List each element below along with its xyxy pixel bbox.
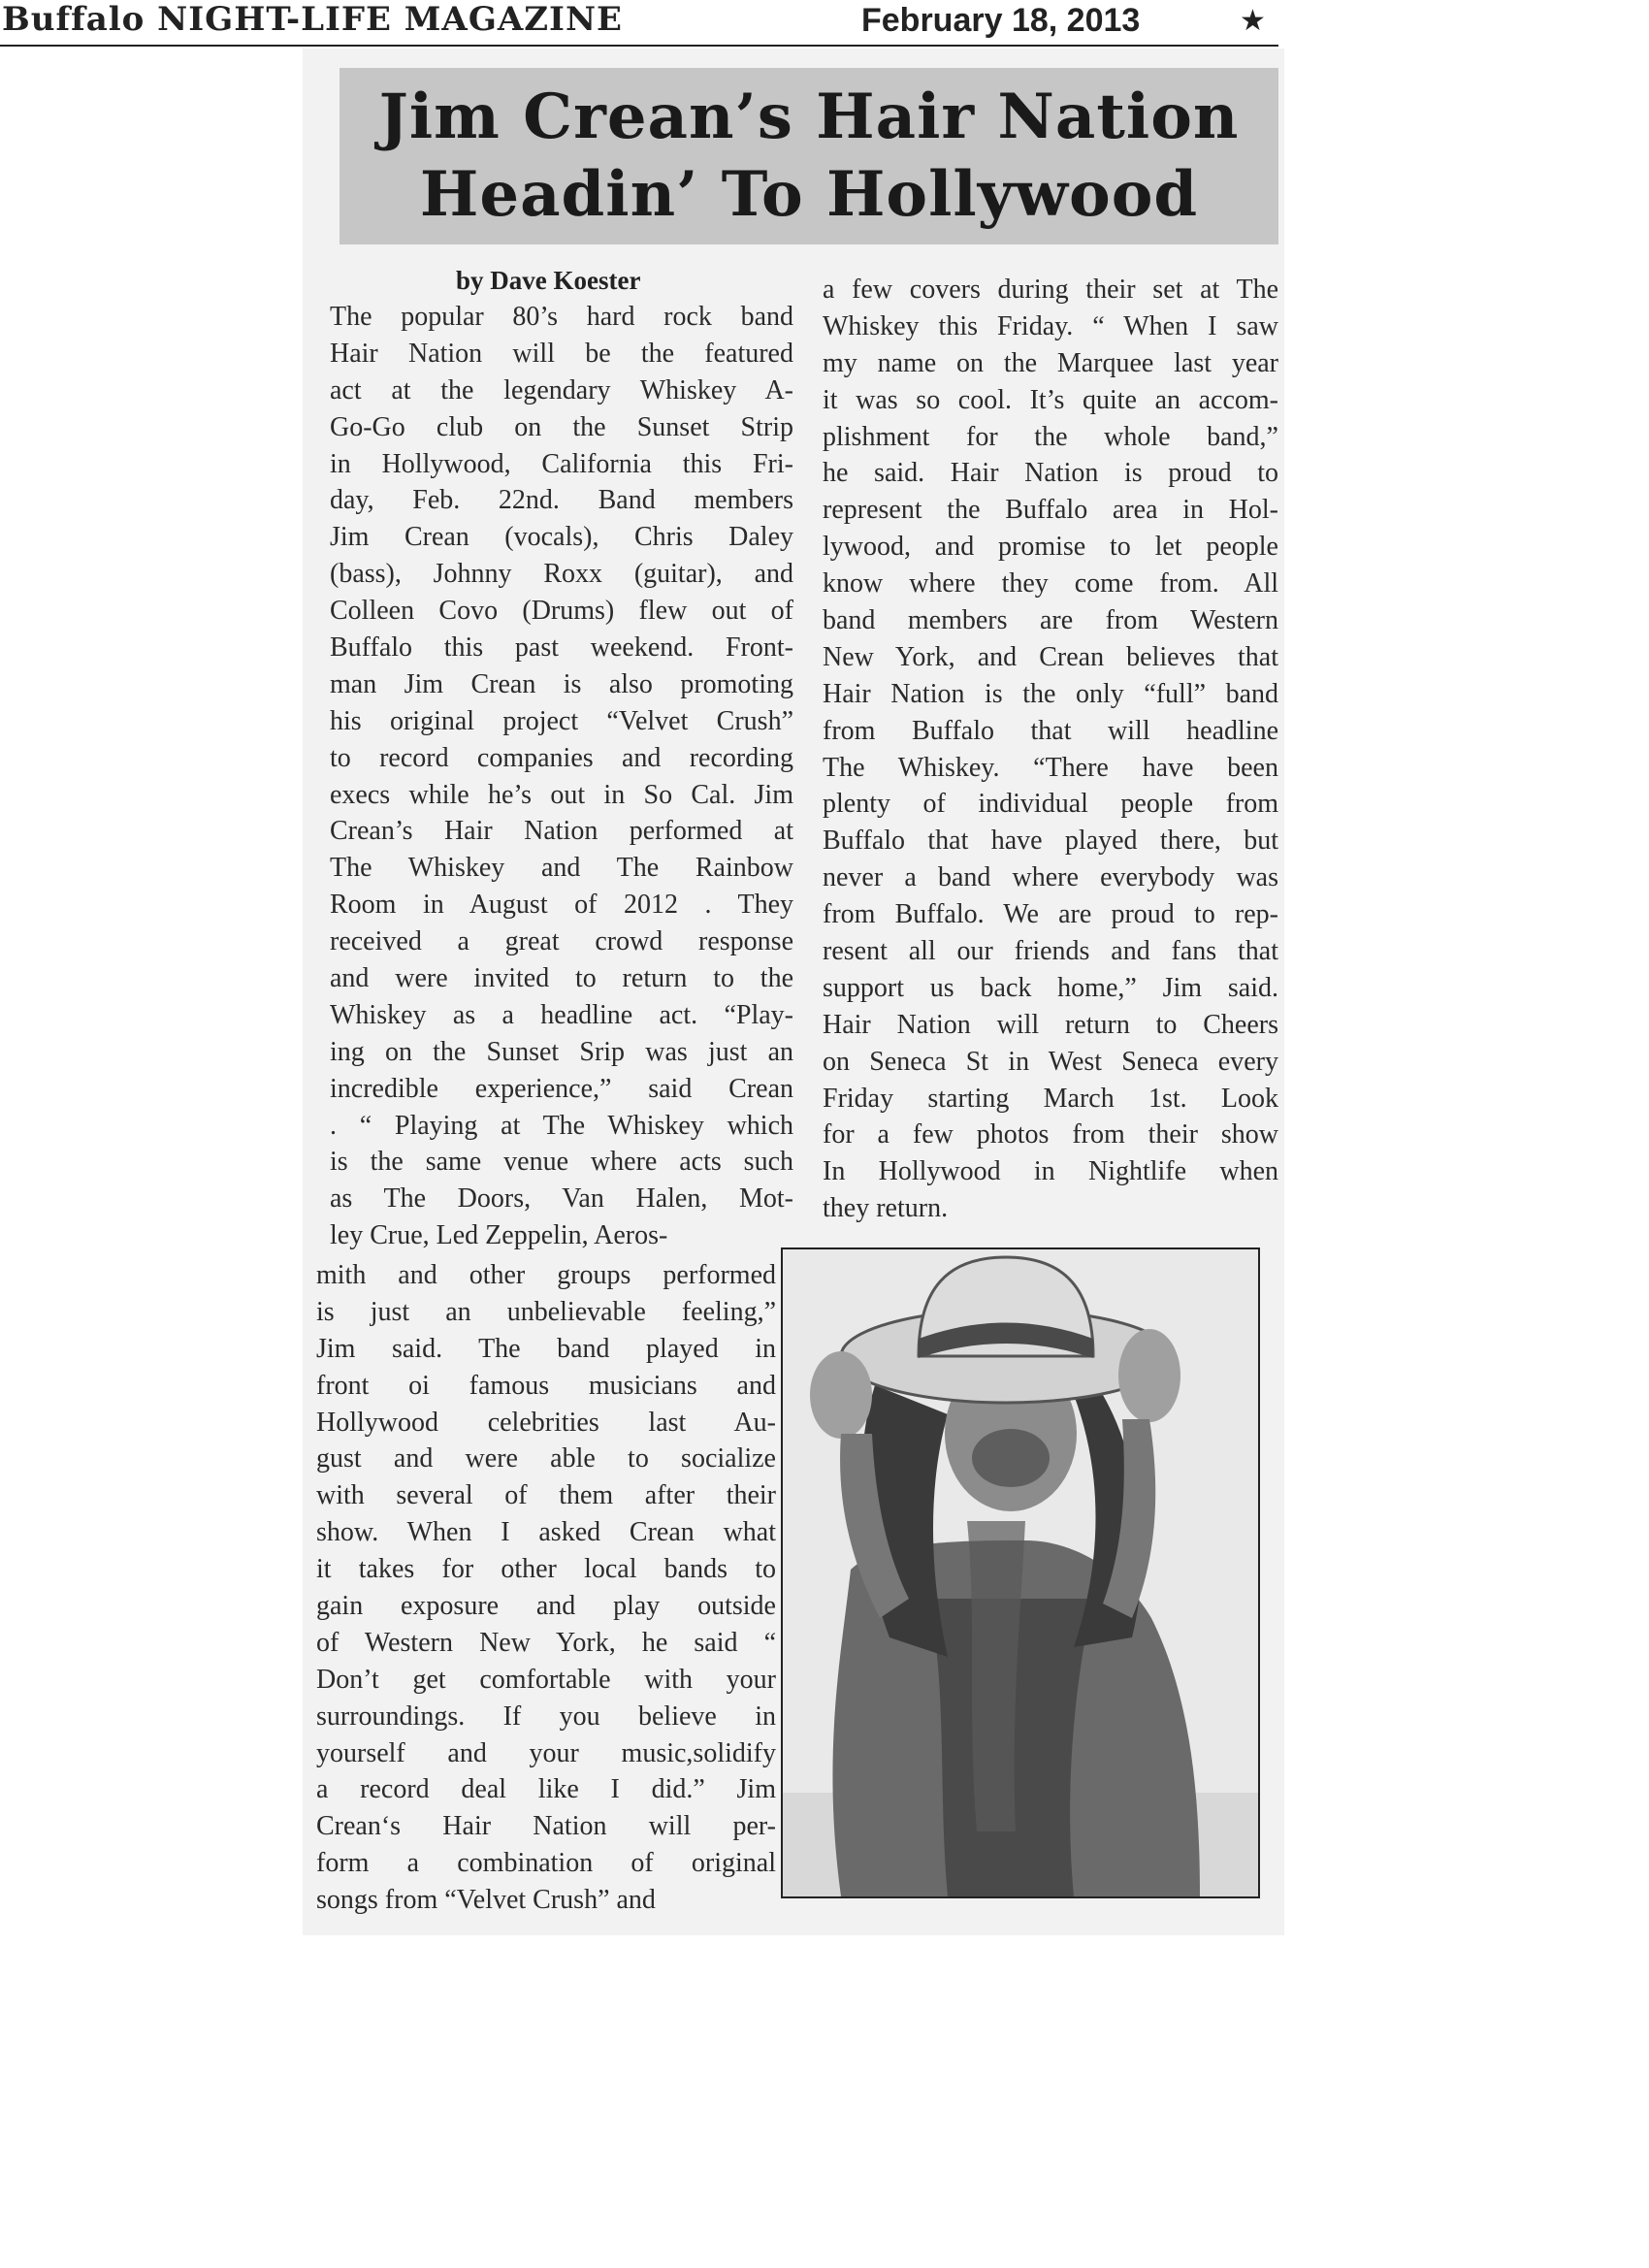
article-text-line: lywood, and promise to let people — [823, 532, 1278, 563]
article-text-line: (bass), Johnny Roxx (guitar), and — [330, 559, 793, 590]
article-text-line: from Buffalo. We are proud to rep- — [823, 899, 1278, 930]
article-column-right — [823, 272, 1278, 1227]
article-text-line: Hair Nation will return to Cheers — [823, 1009, 1278, 1040]
article-text-line: . “ Playing at The Whiskey which — [330, 1110, 793, 1141]
article-text-line: plishment for the whole band,” — [823, 421, 1278, 452]
article-text-line: resent all our friends and fans that — [823, 936, 1278, 967]
article-text-line: Friday starting March 1st. Look — [823, 1083, 1278, 1114]
article-column-left-bottom — [316, 1257, 776, 1919]
article-text-line: form a combination of original — [316, 1848, 776, 1879]
article-text-line: is just an unbelievable feeling,” — [316, 1296, 776, 1327]
article-text-line: Hair Nation will be the featured — [330, 338, 793, 369]
article-text-line: gust and were able to socialize — [316, 1443, 776, 1474]
article-text-line: band members are from Western — [823, 605, 1278, 636]
article-text-line: execs while he’s out in So Cal. Jim — [330, 779, 793, 810]
article-text-line: Don’t get comfortable with your — [316, 1664, 776, 1695]
article-text-line: Crean‘s Hair Nation will per- — [316, 1811, 776, 1842]
article-text-line: received a great crowd response — [330, 926, 793, 957]
article-text-line: surroundings. If you believe in — [316, 1701, 776, 1732]
article-text-line: man Jim Crean is also promoting — [330, 668, 793, 699]
article-text-line: yourself and your music,solidify — [316, 1737, 776, 1768]
article-text-line: they return. — [823, 1193, 949, 1224]
article-text-line: Room in August of 2012 . They — [330, 890, 793, 921]
article-text-line: his original project “Velvet Crush” — [330, 705, 793, 736]
article-text-line: Hollywood celebrities last Au- — [316, 1407, 776, 1438]
article-text-line: front oi famous musicians and — [316, 1370, 776, 1401]
article-text-line: for a few photos from their show — [823, 1119, 1278, 1150]
star-icon: ★ — [1240, 4, 1266, 38]
article-text-line: Whiskey this Friday. “ When I saw — [823, 310, 1278, 341]
magazine-name: Buffalo NIGHT-LIFE MAGAZINE — [2, 0, 623, 39]
article-text-line: ing on the Sunset Srip was just an — [330, 1036, 793, 1067]
article-text-line: incredible experience,” said Crean — [330, 1073, 793, 1104]
article-text-line: a record deal like I did.” Jim — [316, 1774, 776, 1805]
article-text-line: with several of them after their — [316, 1480, 776, 1511]
article-text-line: Go-Go club on the Sunset Strip — [330, 411, 793, 442]
article-text-line: The Whiskey and The Rainbow — [330, 853, 793, 884]
article-text-line: The Whiskey. “There have been — [823, 752, 1278, 783]
byline: by Dave Koester — [456, 266, 641, 295]
article-text-line: support us back home,” Jim said. — [823, 972, 1278, 1003]
article-text-line: on Seneca St in West Seneca every — [823, 1046, 1278, 1077]
article-text-line: Buffalo this past weekend. Front- — [330, 632, 793, 664]
article-text-line: ley Crue, Led Zeppelin, Aeros- — [330, 1220, 668, 1251]
article-text-line: Whiskey as a headline act. “Play- — [330, 999, 793, 1030]
article-text-line: of Western New York, he said “ — [316, 1627, 776, 1658]
article-text-line: represent the Buffalo area in Hol- — [823, 495, 1278, 526]
article-text-line: know where they come from. All — [823, 568, 1278, 599]
article-text-line: act at the legendary Whiskey A- — [330, 374, 793, 405]
article-text-line: a few covers during their set at The — [823, 275, 1278, 305]
article-text-line: and were invited to return to the — [330, 963, 793, 994]
article-text-line: plenty of individual people from — [823, 789, 1278, 820]
article-text-line: as The Doors, Van Halen, Mot- — [330, 1183, 793, 1215]
photo-musician-in-hat — [781, 1247, 1260, 1898]
article-text-line: it takes for other local bands to — [316, 1554, 776, 1585]
article-column-left-top — [330, 299, 793, 1254]
article-text-line: never a band where everybody was — [823, 862, 1278, 893]
article-text-line: New York, and Crean believes that — [823, 641, 1278, 672]
article-text-line: to record companies and recording — [330, 742, 793, 773]
article-text-line: my name on the Marquee last year — [823, 347, 1278, 378]
article-text-line: Jim Crean (vocals), Chris Daley — [330, 522, 793, 553]
article-text-line: is the same venue where acts such — [330, 1147, 793, 1178]
article-text-line: The popular 80’s hard rock band — [330, 302, 793, 332]
headline-line-1: Jim Crean’s Hair Nation — [378, 81, 1240, 153]
article-text-line: from Buffalo that will headline — [823, 715, 1278, 746]
article-text-line: mith and other groups performed — [316, 1260, 776, 1290]
article-text-line: gain exposure and play outside — [316, 1591, 776, 1622]
article-text-line: Colleen Covo (Drums) flew out of — [330, 596, 793, 627]
photo-illustration — [783, 1249, 1258, 1896]
article-text-line: day, Feb. 22nd. Band members — [330, 485, 793, 516]
article-text-line: Jim said. The band played in — [316, 1333, 776, 1364]
article-text-line: show. When I asked Crean what — [316, 1517, 776, 1548]
masthead — [0, 0, 1278, 47]
article-text-line: in Hollywood, California this Fri- — [330, 448, 793, 479]
article-text-line: Crean’s Hair Nation performed at — [330, 816, 793, 847]
headline-line-2: Headin’ To Hollywood — [419, 158, 1199, 231]
article-text-line: he said. Hair Nation is proud to — [823, 458, 1278, 489]
article-text-line: it was so cool. It’s quite an accom- — [823, 384, 1278, 415]
article-text-line: songs from “Velvet Crush” and — [316, 1885, 656, 1916]
issue-date: February 18, 2013 — [861, 2, 1141, 39]
headline-box — [340, 68, 1278, 244]
article-text-line: Hair Nation is the only “full” band — [823, 678, 1278, 709]
article-text-line: Buffalo that have played there, but — [823, 826, 1278, 857]
article-text-line: In Hollywood in Nightlife when — [823, 1156, 1278, 1187]
